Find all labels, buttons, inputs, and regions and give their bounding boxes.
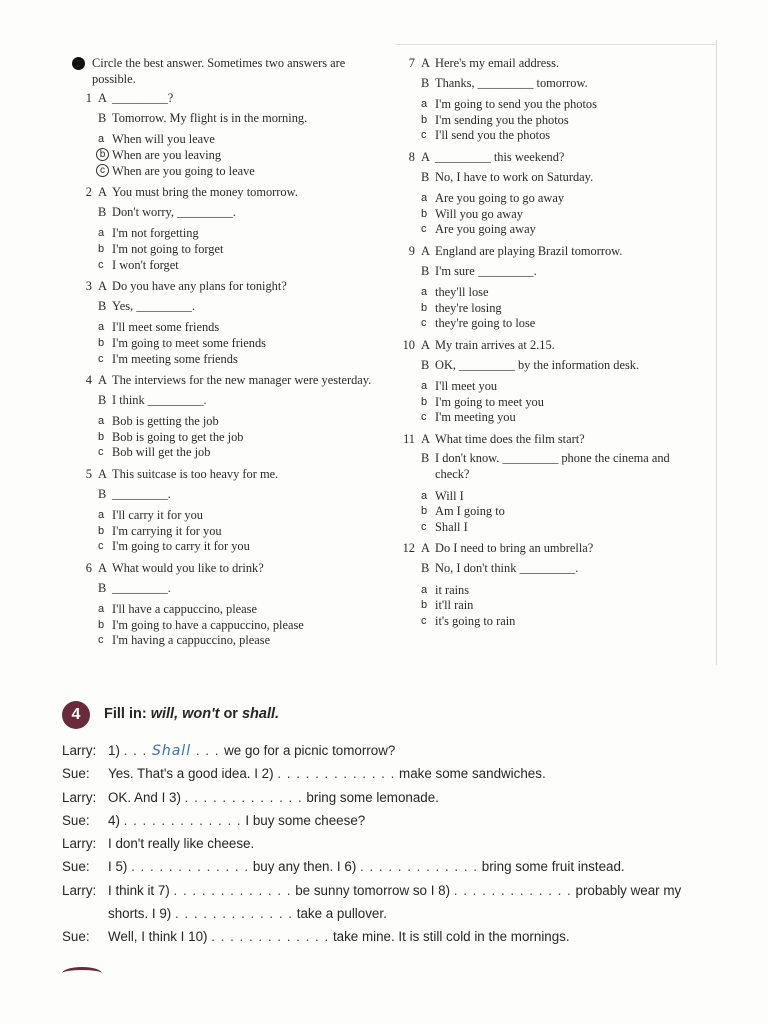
option-text: they're going to lose <box>435 316 536 331</box>
speaker-b-label: B <box>421 75 430 90</box>
question-a-line <box>72 91 372 107</box>
option-text: Bob will get the job <box>112 445 211 460</box>
question-item <box>72 185 372 273</box>
option-text: Will I <box>435 488 464 503</box>
question-a-text: Do I need to bring an umbrella? <box>435 541 594 556</box>
option-letter: c <box>421 129 427 142</box>
speaker-b-label: B <box>98 298 107 313</box>
dialogue-fragment: buy any then. I 6) <box>249 859 361 875</box>
option-text: Bob is going to get the job <box>112 429 244 444</box>
option-text: Are you going to go away <box>435 191 565 206</box>
option-letter: c <box>98 540 104 553</box>
question-number: 8 <box>408 149 415 164</box>
option-text: I'm carrying it for you <box>112 523 222 538</box>
question-b-text: No, I don't think _________. <box>435 561 579 576</box>
option-letter: a <box>421 98 428 111</box>
question-a-line <box>72 185 372 201</box>
answer-option <box>421 614 695 630</box>
option-letter: b <box>98 430 105 443</box>
answer-blank: . . . . . . . . . . . . . <box>184 789 303 805</box>
answer-option <box>421 504 695 520</box>
question-b-text: I don't know. _________ phone the cinema and check? <box>435 451 670 482</box>
dialogue-text <box>108 883 722 898</box>
speaker-name: Larry: <box>62 882 97 898</box>
question-b-line <box>98 111 372 127</box>
dialogue-line <box>62 859 722 882</box>
speaker-a-label: A <box>98 185 107 200</box>
question-a-line <box>395 432 695 448</box>
divider <box>716 40 717 665</box>
question-item <box>72 279 372 367</box>
option-text: Are you going away <box>435 222 536 237</box>
circled-letter: c <box>96 164 109 177</box>
dialogue-fragment: Well, I think I 10) <box>108 929 212 945</box>
option-text: I'm not forgetting <box>112 226 199 241</box>
option-letter: c <box>421 411 427 424</box>
question-number: 7 <box>408 56 415 70</box>
answer-option <box>421 379 695 395</box>
answer-blank: . . . . . . . . . . . . . <box>277 766 396 782</box>
option-text: I'm having a cappuccino, please <box>112 633 271 648</box>
dialogue-line <box>62 906 722 929</box>
option-letter: c <box>98 634 104 647</box>
option-text: When will you leave <box>112 132 215 147</box>
answer-option <box>98 132 372 148</box>
question-b-text: _________. <box>112 486 171 501</box>
answer-blank: . . . . . . . . . . . . . <box>123 812 242 828</box>
exercise-title: Fill in: will, won't or shall. <box>104 706 280 722</box>
question-item <box>395 541 695 629</box>
answer-options <box>421 191 695 238</box>
dialogue-fragment: shorts. I 9) <box>108 906 175 922</box>
option-letter: a <box>421 489 428 502</box>
dialogue-fragment: Yes. That's a good idea. I 2) <box>108 766 278 782</box>
answer-option <box>98 524 372 540</box>
answer-option <box>421 520 695 536</box>
question-b-line <box>421 170 695 186</box>
question-b-text: I think _________. <box>112 392 207 407</box>
answer-option <box>421 113 695 129</box>
question-a-line <box>72 279 372 295</box>
answer-option <box>98 539 372 555</box>
question-item <box>395 244 695 332</box>
answer-option <box>98 430 372 446</box>
dialogue-fragment: take mine. It is still cold in the mornings. <box>329 929 570 945</box>
next-exercise-badge-edge <box>62 967 102 980</box>
question-b-text: Tomorrow. My flight is in the morning. <box>112 110 308 125</box>
speaker-a-label: A <box>421 337 430 352</box>
dialogue-text <box>108 790 722 805</box>
question-a-text: What would you like to drink? <box>112 561 264 576</box>
dialogue-line <box>62 743 722 766</box>
speaker-name: Sue: <box>62 859 90 875</box>
dialogue-line <box>62 836 722 859</box>
speaker-a-label: A <box>98 279 107 294</box>
speaker-name: Larry: <box>62 743 97 758</box>
option-letter: b <box>421 395 428 408</box>
speaker-b-label: B <box>421 357 430 372</box>
question-b-line <box>421 358 695 374</box>
speaker-a-label: A <box>98 561 107 576</box>
answer-blank-filled: . . . Shall . . . <box>123 743 225 759</box>
dialogue-fragment: bring some fruit instead. <box>478 859 625 875</box>
answer-option <box>421 207 695 223</box>
answer-blank: . . . . . . . . . . . . . <box>173 882 292 898</box>
option-letter: c <box>421 520 427 533</box>
option-letter: b <box>421 599 428 612</box>
option-text: it'll rain <box>435 598 474 613</box>
question-b-line <box>98 299 372 315</box>
option-text: I'm not going to forget <box>112 241 224 256</box>
dialogue-line <box>62 766 722 789</box>
answer-option <box>98 242 372 258</box>
option-letter: a <box>421 380 428 393</box>
answer-option <box>98 445 372 461</box>
speaker-name: Sue: <box>62 766 90 782</box>
question-b-text: OK, _________ by the information desk. <box>435 357 640 372</box>
option-text: I'll meet you <box>435 379 498 394</box>
question-item <box>72 91 372 179</box>
option-text: When are you going to leave <box>112 163 255 178</box>
question-a-text: _________ this weekend? <box>435 149 565 164</box>
option-text: Bob is getting the job <box>112 414 219 429</box>
speaker-a-label: A <box>421 243 430 258</box>
question-number: 11 <box>403 431 415 446</box>
question-b-line <box>98 205 372 221</box>
answer-option <box>421 97 695 113</box>
answer-option <box>98 602 372 618</box>
dialogue <box>62 743 722 953</box>
option-text: When are you leaving <box>112 147 222 162</box>
question-item <box>395 150 695 238</box>
option-text: they'll lose <box>435 285 489 300</box>
speaker-b-label: B <box>421 169 430 184</box>
question-a-line <box>395 56 695 72</box>
option-letter: c <box>98 446 104 459</box>
answer-option <box>421 191 695 207</box>
dialogue-line <box>62 813 722 836</box>
speaker-a-label: A <box>421 431 430 446</box>
option-letter: a <box>98 227 105 240</box>
option-text: I'm going to meet you <box>435 394 544 409</box>
answer-options <box>98 414 372 461</box>
option-text: I'm sending you the photos <box>435 112 569 127</box>
dialogue-fragment: be sunny tomorrow so I 8) <box>291 882 454 898</box>
question-item <box>395 56 695 144</box>
answer-blank: . . . . . . . . . . . . . <box>360 859 479 875</box>
question-item <box>72 561 372 649</box>
question-a-text: Here's my email address. <box>435 56 560 70</box>
question-a-text: My train arrives at 2.15. <box>435 337 555 352</box>
speaker-b-label: B <box>98 486 107 501</box>
right-question-column <box>395 56 695 635</box>
option-letter: a <box>421 286 428 299</box>
answer-options <box>98 508 372 555</box>
answer-options <box>421 583 695 630</box>
question-b-line <box>421 451 695 482</box>
question-b-line <box>98 393 372 409</box>
question-a-line <box>72 373 372 389</box>
answer-option <box>421 285 695 301</box>
answer-option <box>98 508 372 524</box>
question-b-text: Yes, _________. <box>112 298 196 313</box>
dialogue-text <box>108 813 722 828</box>
speaker-a-label: A <box>98 91 107 106</box>
question-b-text: I'm sure _________. <box>435 263 537 278</box>
answer-blank: . . . . . . . . . . . . . <box>131 859 250 875</box>
dialogue-fragment: I 5) <box>108 859 132 875</box>
speaker-b-label: B <box>421 451 430 466</box>
question-number: 10 <box>402 337 415 352</box>
question-b-line <box>98 487 372 503</box>
option-letter: b <box>421 505 428 518</box>
question-a-text: _________? <box>112 91 174 106</box>
speaker-b-label: B <box>98 204 107 219</box>
option-letter: a <box>421 583 428 596</box>
option-letter: c <box>98 258 104 271</box>
option-letter: c <box>421 614 427 627</box>
question-number: 2 <box>85 185 92 200</box>
instruction-text: Circle the best answer. Sometimes two answers are possible. <box>92 56 346 86</box>
option-text: I'm going to send you the photos <box>435 97 597 112</box>
speaker-name: Larry: <box>62 789 97 805</box>
question-number: 5 <box>85 467 92 482</box>
answer-option <box>421 316 695 332</box>
option-letter: b <box>421 301 428 314</box>
question-a-line <box>72 561 372 577</box>
answer-option <box>421 410 695 426</box>
speaker-name: Larry: <box>62 836 97 852</box>
answer-option <box>98 148 372 164</box>
speaker-a-label: A <box>98 467 107 482</box>
answer-option <box>98 164 372 180</box>
option-letter: b <box>421 207 428 220</box>
question-item <box>72 467 372 555</box>
answer-option <box>421 222 695 238</box>
option-letter: a <box>98 415 105 428</box>
dialogue-fragment: bring some lemonade. <box>302 789 439 805</box>
dialogue-text <box>108 836 722 851</box>
option-letter: b <box>98 242 105 255</box>
speaker-b-label: B <box>98 110 107 125</box>
answer-option <box>98 618 372 634</box>
question-number: 3 <box>85 279 92 294</box>
question-b-line <box>421 264 695 280</box>
exercise-4-section <box>0 695 768 985</box>
option-letter: c <box>421 317 427 330</box>
answer-option <box>98 258 372 274</box>
option-text: I'll meet some friends <box>112 320 220 335</box>
speaker-name: Sue: <box>62 812 90 828</box>
answer-option <box>421 489 695 505</box>
answer-options <box>421 379 695 426</box>
answer-options <box>421 285 695 332</box>
dialogue-fragment: I think it 7) <box>108 882 174 898</box>
speaker-a-label: A <box>421 149 430 164</box>
option-letter: a <box>98 133 105 146</box>
dialogue-fragment: 4) <box>108 812 124 828</box>
question-b-text: Thanks, _________ tomorrow. <box>435 75 588 90</box>
question-number: 4 <box>85 373 92 388</box>
speaker-a-label: A <box>98 373 107 388</box>
speaker-b-label: B <box>98 580 107 595</box>
dialogue-fragment: I buy some cheese? <box>241 812 366 828</box>
dialogue-text <box>108 766 722 781</box>
answer-option <box>98 226 372 242</box>
dialogue-text <box>108 929 722 944</box>
dialogue-line <box>62 883 722 906</box>
question-number: 9 <box>408 243 415 258</box>
answer-option <box>421 128 695 144</box>
question-b-text: _________. <box>112 580 171 595</box>
option-text: I'm going to carry it for you <box>112 539 250 554</box>
speaker-a-label: A <box>421 56 430 70</box>
question-number: 12 <box>402 541 415 556</box>
question-a-line <box>72 467 372 483</box>
question-b-line <box>421 76 695 92</box>
question-a-text: Do you have any plans for tonight? <box>112 279 287 294</box>
dialogue-text <box>108 906 722 921</box>
dialogue-line <box>62 790 722 813</box>
question-item <box>395 432 695 536</box>
option-letter: c <box>421 223 427 236</box>
question-a-line <box>395 541 695 557</box>
option-text: I'm meeting some friends <box>112 351 238 366</box>
dialogue-fragment: 1) <box>108 743 124 758</box>
question-a-text: You must bring the money tomorrow. <box>112 185 298 200</box>
dialogue-fragment: make some sandwiches. <box>395 766 546 782</box>
option-letter: a <box>98 321 105 334</box>
speaker-b-label: B <box>421 561 430 576</box>
answer-option <box>98 352 372 368</box>
option-text: I won't forget <box>112 257 179 272</box>
question-a-line <box>395 244 695 260</box>
option-text: I'm going to meet some friends <box>112 335 266 350</box>
dialogue-fragment: OK. And I 3) <box>108 789 185 805</box>
question-item <box>72 373 372 461</box>
answer-blank: . . . . . . . . . . . . . <box>174 906 293 922</box>
option-letter: a <box>421 192 428 205</box>
option-text: Am I going to <box>435 504 505 519</box>
option-text: I'll have a cappuccino, please <box>112 602 257 617</box>
answer-option <box>421 598 695 614</box>
option-text: it rains <box>435 582 470 597</box>
dialogue-fragment: I don't really like cheese. <box>108 836 255 852</box>
option-text: I'm going to have a cappuccino, please <box>112 617 304 632</box>
option-text: I'm meeting you <box>435 410 516 425</box>
left-question-column <box>72 56 372 655</box>
option-letter: b <box>98 524 105 537</box>
option-letter: a <box>98 509 105 522</box>
option-text: I'll carry it for you <box>112 508 203 523</box>
answer-option <box>421 301 695 317</box>
question-b-text: No, I have to work on Saturday. <box>435 169 594 184</box>
divider <box>395 44 717 45</box>
answer-blank: . . . . . . . . . . . . . <box>211 929 330 945</box>
answer-options <box>98 320 372 367</box>
handwritten-answer: Shall <box>151 743 192 759</box>
dialogue-fragment: take a pullover. <box>293 906 387 922</box>
option-text: it's going to rain <box>435 613 516 628</box>
question-item <box>395 338 695 426</box>
answer-option <box>421 583 695 599</box>
question-a-line <box>395 150 695 166</box>
question-a-line <box>395 338 695 354</box>
speaker-a-label: A <box>421 541 430 556</box>
question-number: 6 <box>85 561 92 576</box>
question-a-text: England are playing Brazil tomorrow. <box>435 243 623 258</box>
question-a-text: The interviews for the new manager were yesterday. <box>112 373 372 388</box>
speaker-b-label: B <box>421 263 430 278</box>
dialogue-text <box>108 743 722 759</box>
option-letter: b <box>98 618 105 631</box>
option-letter: b <box>98 336 105 349</box>
dialogue-line <box>62 929 722 952</box>
answer-options <box>421 97 695 144</box>
question-b-line <box>98 581 372 597</box>
dialogue-fragment: probably wear my <box>571 882 682 898</box>
question-a-text: This suitcase is too heavy for me. <box>112 467 279 482</box>
dialogue-text <box>108 859 722 874</box>
option-text: Shall I <box>435 519 468 534</box>
speaker-b-label: B <box>98 392 107 407</box>
question-number: 1 <box>85 91 92 106</box>
exercise-number-badge: 4 <box>62 701 90 729</box>
answer-options <box>98 132 372 179</box>
answer-option <box>98 414 372 430</box>
dialogue-fragment: we go for a picnic tomorrow? <box>224 743 396 758</box>
answer-option <box>98 336 372 352</box>
question-b-text: Don't worry, _________. <box>112 204 236 219</box>
option-letter: c <box>98 352 104 365</box>
question-b-line <box>421 561 695 577</box>
circled-letter: b <box>96 148 109 161</box>
option-letter: a <box>98 603 105 616</box>
option-text: Will you go away <box>435 206 523 221</box>
answer-option <box>421 395 695 411</box>
answer-options <box>421 489 695 536</box>
option-text: they're losing <box>435 300 502 315</box>
question-a-text: What time does the film start? <box>435 431 585 446</box>
option-text: I'll send you the photos <box>435 128 551 143</box>
speaker-name: Sue: <box>62 929 90 945</box>
option-letter: b <box>421 113 428 126</box>
answer-options <box>98 226 372 273</box>
answer-options <box>98 602 372 649</box>
answer-blank: . . . . . . . . . . . . . <box>453 882 572 898</box>
answer-option <box>98 320 372 336</box>
answer-option <box>98 633 372 649</box>
